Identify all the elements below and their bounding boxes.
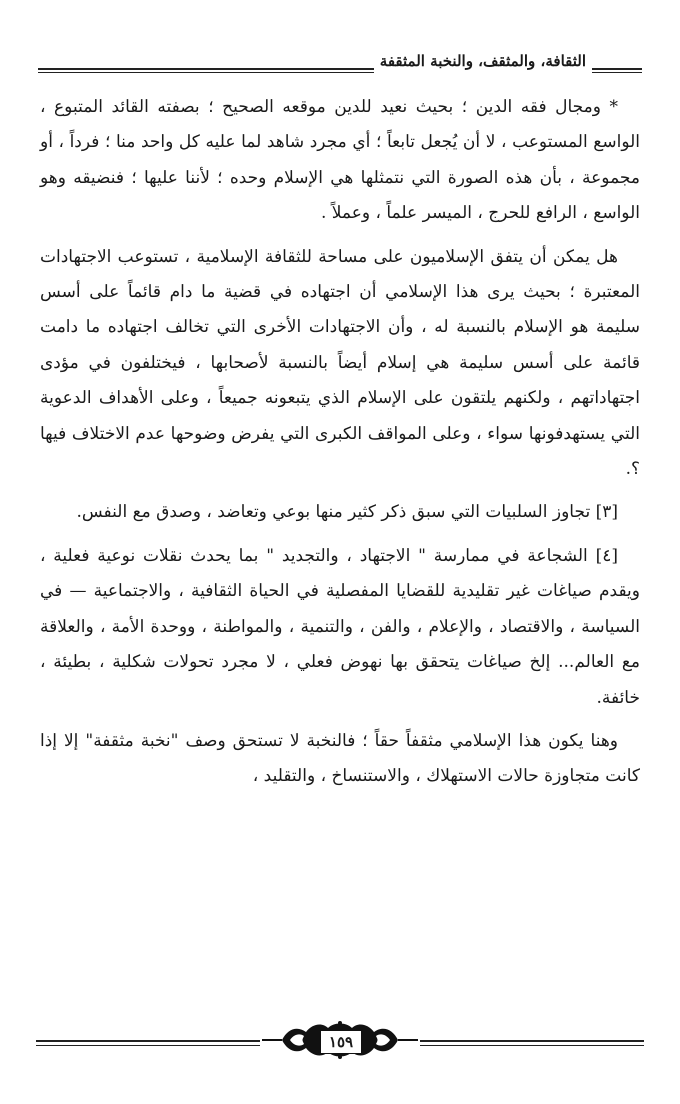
paragraph: [٣] تجاوز السلبيات التي سبق ذكر كثير منها بوعي وتعاضد ، وصدق مع النفس. [76, 502, 618, 523]
footer-rule-left [36, 1040, 260, 1042]
footer-rule-right-thin [420, 1045, 644, 1046]
page-footer [36, 1012, 644, 1068]
page-number: ١٥٩ [320, 1030, 362, 1054]
page-body [40, 90, 640, 795]
header-title: الثقافة، والمثقف، والنخبة المثقفة [374, 46, 592, 76]
footer-rule-left-thin [36, 1045, 260, 1046]
paragraph: [٤] الشجاعة في ممارسة " الاجتهاد ، والتجديد " بما يحدث نقلات نوعية فعلية ، ويقدم صياغات غير تقليدية للقضايا المفصلية في الحياة الثقافية ، والاجتماعية — في السياسة ، والاقتصاد ، والإعلام ، والفن ، والتنمية ، والمواطنة ، ووحدة الأمة ، والعلاقة مع العالم... إلخ صياغات يتحقق بها نهوض فعلي ، لا مجرد تحولات شكلية ، بطيئة ، خائفة. [40, 545, 640, 708]
footer-rule-right [420, 1040, 644, 1042]
paragraph: * ومجال فقه الدين ؛ بحيث نعيد للدين موقعه الصحيح ؛ بصفته القائد المتبوع ، الواسع المستوعب ، لا أن يُجعل تابعاً ؛ أي مجرد شاهد لما عليه كل واحد منا ؛ فرداً ، أو مجموعة ، بأن هذه الصورة التي نتمثلها هي الإسلام وحده ؛ لأننا عليها ؛ فنضيقه وهو الواسع ، الرافع للحرج ، الميسر علماً ، وعملاً . [40, 97, 640, 224]
paragraph: هل يمكن أن يتفق الإسلاميون على مساحة للثقافة الإسلامية ، تستوعب الاجتهادات المعتبرة ؛ بحيث يرى هذا الإسلامي أن اجتهاده في قضية ما دام قائماً على أسس سليمة هو الإسلام بالنسبة له ، وأن الاجتهادات الأخرى التي تخالف اجتهاده ما دامت قائمة على أسس سليمة هي إسلام أيضاً بالنسبة لأصحابها ، فيختلفون في مؤدى اجتهاداتهم ، ولكنهم يلتقون على الإسلام الذي يتبعونه جميعاً ، وعلى الأهداف الدعوية التي يستهدفونها سواء ، وعلى المواقف الكبرى التي يفرض وضوحها عدم الاختلاف فيها ؟. [40, 246, 640, 480]
running-header [38, 46, 642, 80]
paragraph: وهنا يكون هذا الإسلامي مثقفاً حقاً ؛ فالنخبة لا تستحق وصف "نخبة مثقفة" إلا إذا كانت متجاوزة حالات الاستهلاك ، والاستنساخ ، والتقليد ، [40, 730, 640, 787]
